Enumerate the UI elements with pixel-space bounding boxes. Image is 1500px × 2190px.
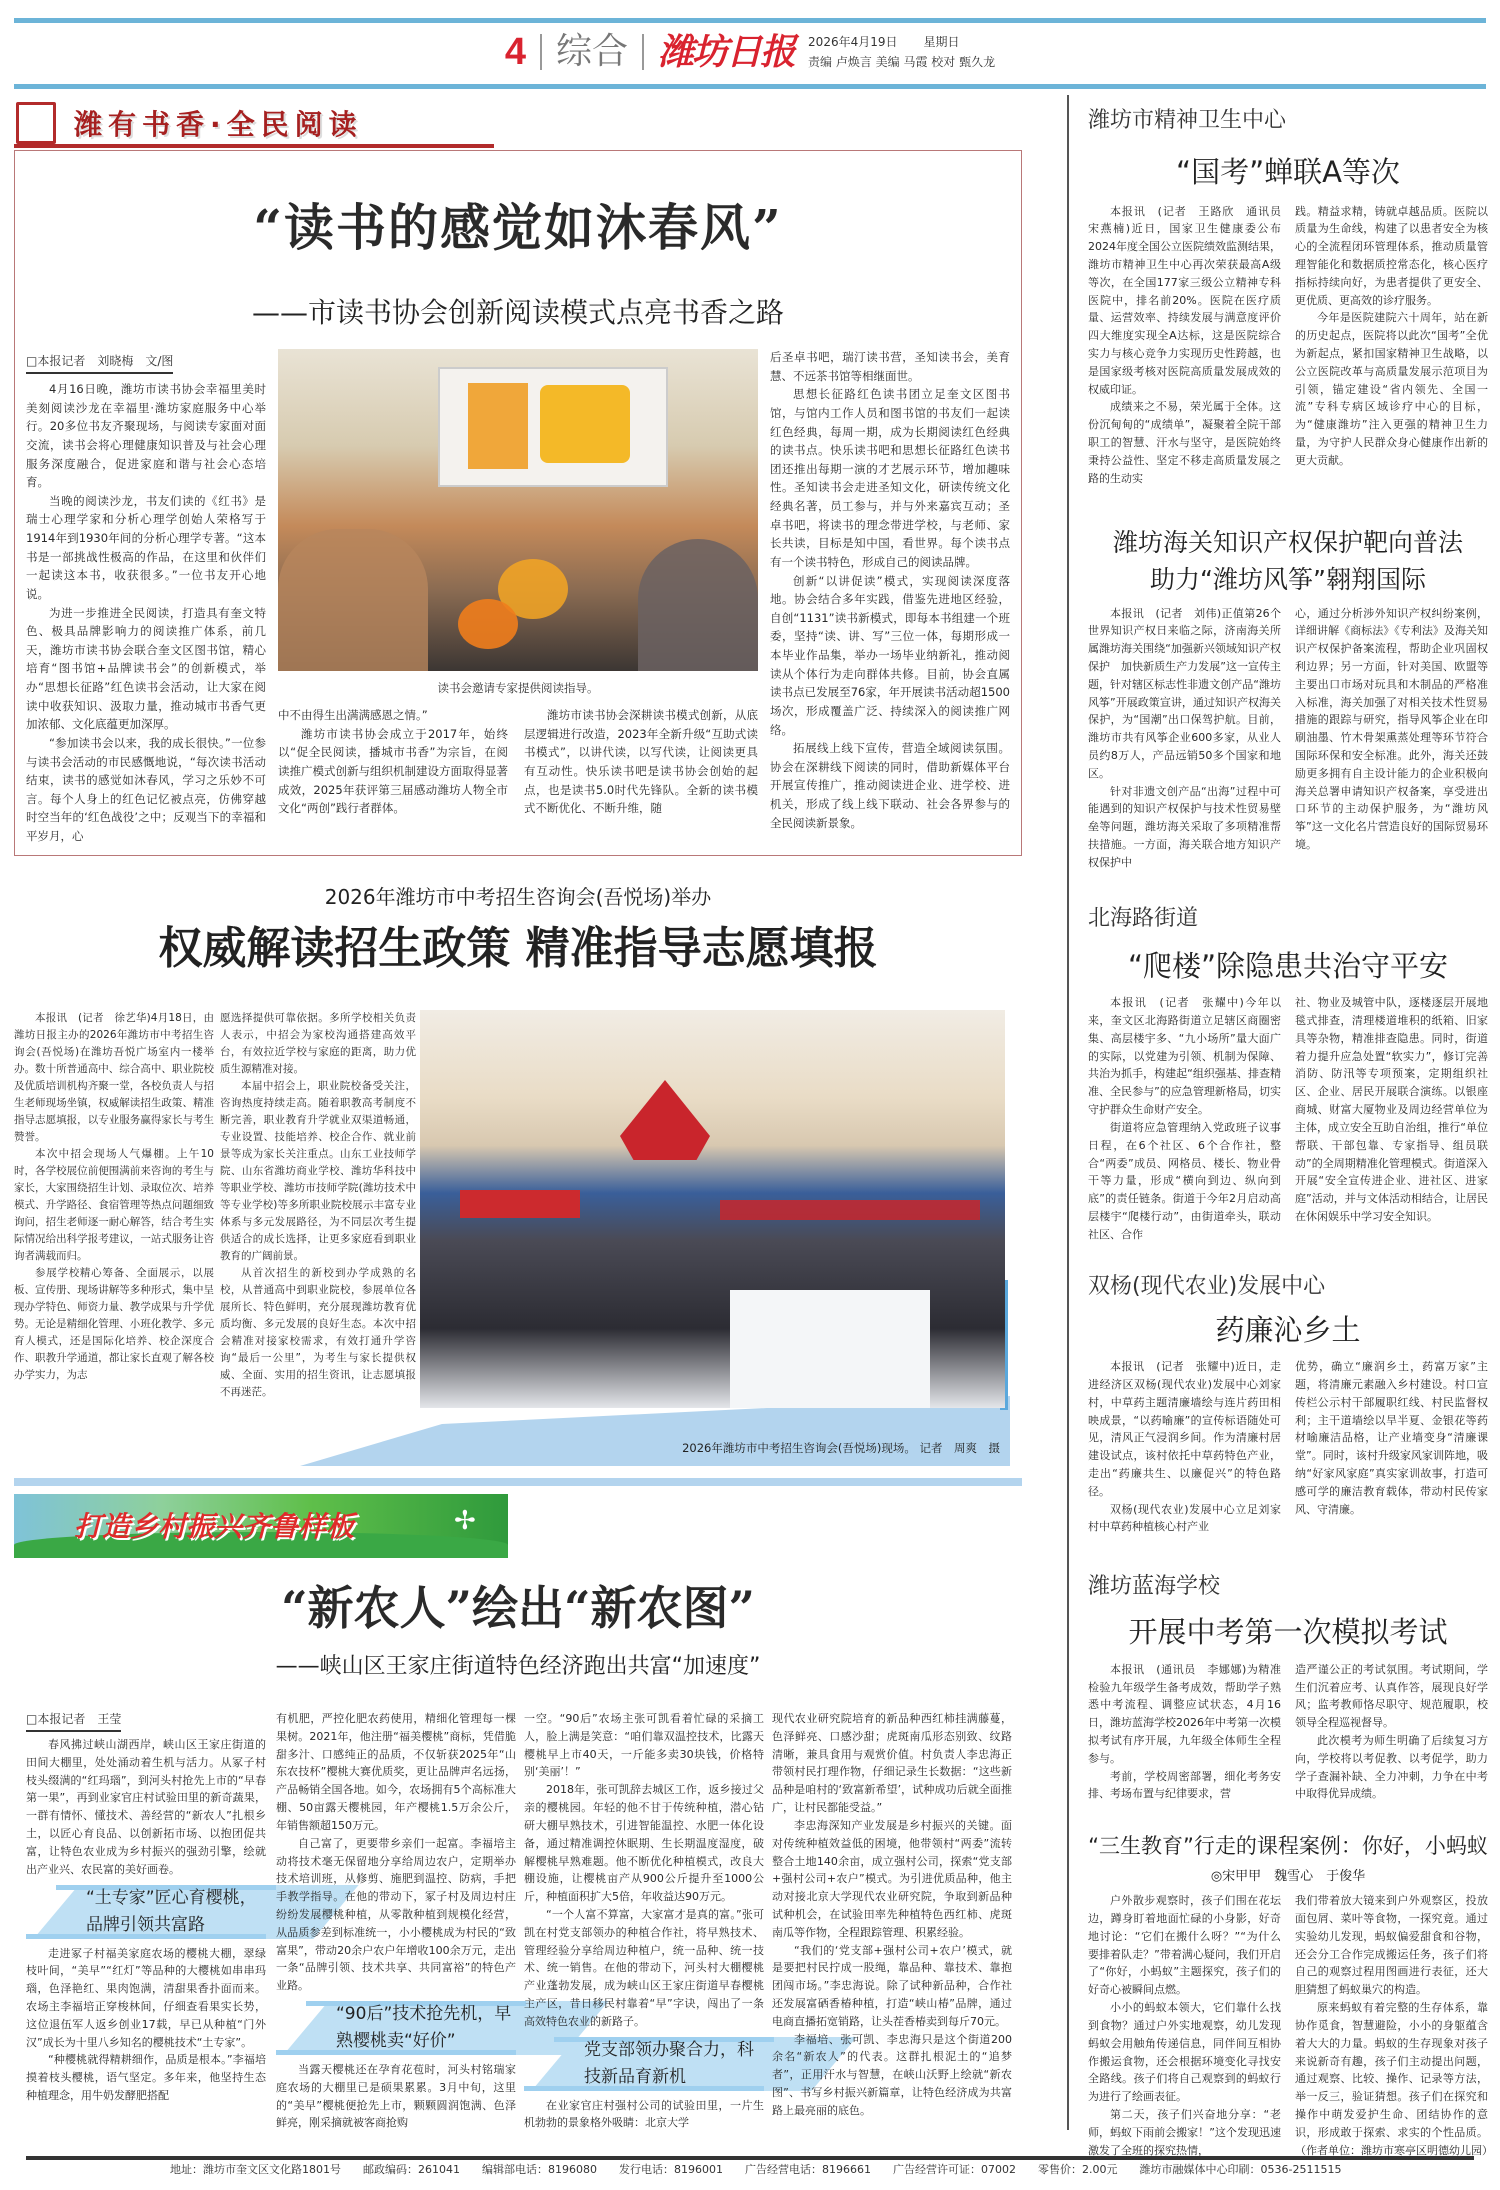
paragraph: 从首次招生的新校到办学成熟的名校，从普通高中到职业院校，参展单位各展所长、特色鲜明，充分展现潍坊教育优质均衡、多元发展的良好生态。本次中招会精准对接家校需求，有效打通升学咨询“最后一公里”，为考生与家长提供权威、全面、实用的招生资讯，让志愿填报不再迷茫。 bbox=[220, 1267, 416, 1398]
wind-turbine-icon: ✢ bbox=[454, 1506, 476, 1536]
paragraph: 成绩来之不易，荣光属于全体。这份沉甸甸的“成绩单”，凝聚着全院干部职工的智慧、汗水与坚守，是医院始终秉持公益性、坚定不移走高质量发展之路的生动实 bbox=[1088, 400, 1281, 485]
subhead: “90后”技术抢先机，早熟樱桃卖“好价” bbox=[336, 2004, 512, 2051]
paragraph: 本报讯 (记者 王路欣 通讯员 宋燕楠)近日，国家卫生健康委公布2024年度全国公立医院绩效监测结果，潍坊市精神卫生中心再次荣获最高A级等次，在全国177家三级公立精神专科医院中，排名前20%。医院在医疗质量、运营效率、持续发展与满意度评价四大维度实现全A达标，这是医院综合实力与核心竞争力实现历史性跨越，也是国家级考核对医院高质量发展成效的权威印证。 bbox=[1088, 204, 1292, 396]
footer-newsroom-phone: 编辑部电话：8196080 bbox=[482, 2163, 597, 2176]
reading-subheadline: ——市读书协会创新阅读模式点亮书香之路 bbox=[251, 296, 784, 329]
article-headline: 药廉沁乡土 bbox=[1215, 1312, 1361, 1347]
rural-headline: “新农人”绘出“新农图” bbox=[281, 1581, 755, 1635]
reading-col2 bbox=[278, 706, 508, 818]
exam-col2 bbox=[220, 1010, 416, 1401]
column-separator bbox=[1067, 95, 1069, 2130]
paragraph: 双杨(现代农业)发展中心立足刘家村中草药种植核心村产业 bbox=[1088, 1502, 1281, 1534]
paragraph: 社、物业及城管中队，逐楼逐层开展地毯式排查，清理楼道堆积的纸箱、旧家具等杂物，精准排查隐患。同时，街道着力提升应急处置“软实力”，修订完善消防、防汛等专项预案，定期组织社区、企业、居民开展联合演练。以银座商城、财富大厦物业及周边经营单位为主体，成立安全互助自治组，推行“单位帮联、干部包靠、专家指导、组员联动”的全周期精准化管理模式。街道深入开展“安全宣传进企业、进社区、进家庭”活动，并与文体活动相结合，让居民在休闲娱乐中学习安全知识。 bbox=[1295, 996, 1488, 1223]
paragraph: 践。精益求精，铸就卓越品质。医院以质量为生命线，构建了以患者安全为核心的全流程闭环管理体系，推动质量管理智能化和数据质控常态化，核心医疗指标持续向好，为患者提供了更安全、更优质、更高效的诊疗服务。 bbox=[1295, 204, 1488, 307]
photo-caption: 读书会邀请专家提供阅读指导。 bbox=[437, 681, 599, 695]
footer-printer: 潍坊市融媒体中心印刷：0536-2511515 bbox=[1139, 2163, 1342, 2176]
exam-photo-caption: 2026年潍坊市中考招生咨询会(吾悦场)现场。 记者 周爽 摄 bbox=[682, 1441, 1000, 1455]
exam-headline: 权威解读招生政策 精准指导志愿填报 bbox=[158, 923, 878, 974]
article-headline: “三生教育”行走的课程案例：你好，小蚂蚁 bbox=[1088, 1834, 1488, 1859]
rural-subheadline: ——峡山区王家庄街道特色经济跑出共富“加速度” bbox=[275, 1654, 761, 1679]
orange-flowers bbox=[458, 599, 518, 649]
issue-weekday: 星期日 bbox=[923, 34, 960, 49]
paragraph: 李福培、张可凯、李忠海只是这个街道200余名“新农人”的代表。这群扎根泥土的“追梦者”，正用汗水与智慧，在峡山沃野上绘就“新农图”、书写乡村振兴新篇章，让特色经济成为共富路上最亮丽的底色。 bbox=[772, 2032, 1012, 2117]
reading-col1 bbox=[26, 352, 266, 846]
article-body bbox=[1088, 605, 1488, 872]
footer-postcode: 邮政编码：261041 bbox=[363, 2163, 460, 2176]
reading-salon-photo bbox=[278, 349, 758, 671]
paragraph: 后圣卓书吧，瑞汀读书营，圣知读书会，美育慧、不远茶书馆等相继面世。 bbox=[770, 350, 1010, 383]
subhead: “土专家”匠心育樱桃，品牌引领共富路 bbox=[86, 1887, 257, 1935]
article-headline: 开展中考第一次模拟考试 bbox=[1128, 1615, 1448, 1650]
footer-info bbox=[170, 2162, 1341, 2179]
paragraph: 潍坊市读书协会深耕读书模式创新，从底层逻辑进行改造，2023年全新升级“互助式读书模式”，以讲代读，以写代读，让阅读更具有互动性。快乐读书吧是读书协会创始的起点，也是读书5.0时代先锋队。全新的读书模式不断优化、不断升维，随 bbox=[524, 708, 758, 816]
footer-ad-license: 广告经营许可证：07002 bbox=[893, 2163, 1016, 2176]
paragraph: 2018年，张可凯辞去城区工作，返乡接过父亲的樱桃园。年轻的他不甘于传统种植，潜心钻研大棚早熟技术，引进智能温控、水肥一体化设备，通过精准调控休眠期、生长期温度湿度，破解樱桃早熟难题。他不断优化种植模式，改良大棚设施，让樱桃亩产从900公斤提升至1000公斤，种植面积扩大5倍，年收益达90万元。 bbox=[524, 1783, 764, 1904]
footer-rule bbox=[26, 2156, 1474, 2160]
rural-col2 bbox=[276, 1710, 516, 2132]
article-kicker: 北海路街道 bbox=[1088, 905, 1199, 931]
subhead-band bbox=[276, 2001, 516, 2055]
article-headline: “爬楼”除隐患共治守平安 bbox=[1127, 948, 1449, 983]
reader-left bbox=[278, 529, 428, 671]
paragraph: 造严谨公正的考试氛围。考试期间，学生们沉着应考、认真作答，展现良好学风；监考教师恪尽职守、规范履职，校领导全程巡视督导。 bbox=[1295, 1662, 1488, 1730]
paragraph: “一个人富不算富，大家富才是真的富。”张可凯在村党支部领办的种植合作社，将早熟技术、管理经验分享给周边种植户，统一品种、统一技术、统一销售。在他的带动下，河头村大棚樱桃产业蓬勃发展，成为峡山区王家庄街道早春樱桃主产区，昔日移民村靠着“早”字诀，闯出了一条高效特色农业的新路子。 bbox=[524, 1907, 764, 2028]
slide-panel bbox=[540, 385, 630, 463]
rural-col4 bbox=[772, 1710, 1012, 2120]
footer-price: 零售价：2.00元 bbox=[1038, 2163, 1118, 2176]
reading-headline: “读书的感觉如沐春风” bbox=[253, 198, 783, 257]
paragraph: “种樱桃就得精耕细作，品质是根本。”李福培摸着枝头樱桃，语气坚定。多年来，他坚持生态种植理念，用牛奶发酵肥搭配 bbox=[26, 2053, 266, 2102]
paragraph: 现代农业研究院培育的新品种西红柿挂满藤蔓，色泽鲜亮、口感沙甜；虎斑南瓜形态别致、纹路清晰，兼具食用与观赏价值。村负责人李忠海正带领村民打理作物，仔细记录生长数据：“这些新品种是咱村的‘致富新希望’，试种成功后就全面推广，让村民都能受益。” bbox=[772, 1712, 1012, 1815]
booth-signs bbox=[720, 1200, 980, 1220]
paragraph: 自己富了，更要带乡亲们一起富。李福培主动将技术毫无保留地分享给周边农户，定期举办技术培训班，从修剪、施肥到温控、防病，手把手教学指导。在他的带动下，冢子村及周边村庄纷纷发展樱桃种植，从零散种植到规模化经营，从品质参差到标准统一，小小樱桃成为村民的“致富果”，带动20余户农户年增收100余万元，走出一条“品牌引领、技术共享、共同富裕”的特色产业路。 bbox=[276, 1836, 516, 1993]
slide-portrait bbox=[468, 383, 528, 469]
paragraph: 本报讯 (记者 张耀中)近日，走进经济区双杨(现代农业)发展中心刘家村，中草药主题清廉墙绘与连片药田相映成景，“以药喻廉”的宣传标语随处可见，清风正气浸润乡间。作为清廉村居建设试点，该村依托中草药特色产业，走出“药廉共生、以廉促兴”的特色路径。 bbox=[1088, 1360, 1281, 1498]
exam-col1 bbox=[14, 1010, 214, 1384]
paragraph: 第二天，孩子们兴奋地分享：“老师，蚂蚁下雨前会搬家！”这个发现迅速激发了全班的探究热情， bbox=[1088, 2107, 1281, 2157]
reading-col3 bbox=[524, 706, 758, 818]
rural-col1 bbox=[26, 1710, 266, 2105]
paragraph: 本届中招会上，职业院校备受关注，咨询热度持续走高。随着职教高考制度不断完善，职业教育升学就业双渠道畅通，专业设置、技能培养、校企合作、就业前景等成为家长关注重点。山东工业技师学院、山东省潍坊商业学校、潍坊华科技中等职业学校、潍坊市技师学院(潍坊技术中等专业学校)等多所职业院校展示丰富专业体系与多元发展路径，为不同层次考生提供适合的成长选择，让更多家庭看到职业教育的广阔前景。 bbox=[220, 1080, 416, 1262]
article-headline: 潍坊海关知识产权保护靶向普法 bbox=[1112, 527, 1463, 557]
paragraph: 此次模考为师生明确了后续复习方向，学校将以考促教、以考促学，助力学子查漏补缺、全力冲刺，力争在中考中取得优异成绩。 bbox=[1295, 1733, 1488, 1801]
paragraph: 在业家官庄村强村公司的试验田里，一片生机勃勃的景象格外吸睛：北京大学 bbox=[524, 2098, 764, 2130]
paragraph: 当露天樱桃还在孕育花苞时，河头村铭瑞家庭农场的大棚里已是硕果累累。3月中旬，这里的“美早”樱桃便抢先上市，颗颗圆润饱满、色泽鲜亮，刚采摘就被客商抢购 bbox=[276, 2063, 516, 2130]
paragraph: 为进一步推进全民阅读，打造具有奎文特色、极具品牌影响力的阅读推广体系，前几天，潍坊市读书协会联合奎文区图书馆，精心培育“图书馆+品牌读书会”的创新模式，举办“思想长征路”红色读书会活动，让大家在阅读中收获知识、汲取力量，推动城市书香气更加浓郁、文化底蕴更加深厚。 bbox=[26, 605, 266, 732]
booth-table bbox=[730, 1290, 930, 1408]
paragraph: 本报讯 (记者 徐艺华)4月18日，由潍坊日报主办的2026年潍坊市中考招生咨询会(吾悦场)在潍坊吾悦广场室内一楼举办。数十所普通高中、综合高中、职业院校及优质培训机构齐聚一堂，各校负责人与招生老师现场坐镇，权威解读招生政策、精准指导志愿填报，以专业服务赢得家长与考生赞誉。 bbox=[14, 1012, 214, 1143]
paragraph: 街道将应急管理纳入党政班子议事日程，在6个社区、6个合作社，整合“两委”成员、网格员、楼长、物业骨干等力量，形成“横向到边、纵向到底”的责任链条。街道于今年2月启动高层楼宇“爬楼行动”，由街道牵头，联动社区、合作 bbox=[1088, 1120, 1281, 1241]
issue-date: 2026年4月19日 bbox=[808, 34, 898, 49]
paper-logo: 潍坊日报 bbox=[658, 31, 795, 73]
rural-top-rule bbox=[14, 1478, 1022, 1486]
reader-right bbox=[638, 539, 758, 671]
subhead: 党支部领办聚合力，科技新品育新机 bbox=[584, 2039, 754, 2087]
paragraph: 拓展线上线下宣传，营造全域阅读氛围。协会在深耕线下阅读的同时，借助新媒体平台开展宣传推广，推动阅读进企业、进学校、进机关，形成了线上线下联动、社会各界参与的全民阅读新景象。 bbox=[770, 741, 1010, 830]
paragraph: 本次中招会现场人气爆棚。上午10时，各学校展位前便围满前来咨询的考生与家长，大家围绕招生计划、录取位次、培养模式、升学路径、食宿管理等热点问题细致询问，招生老师逐一耐心解答，结合考生实际情况给出科学报考建议，一站式服务让咨询者满载而归。 bbox=[14, 1148, 214, 1262]
rural-banner bbox=[14, 1494, 508, 1558]
red-pavilion bbox=[620, 1080, 710, 1160]
paragraph: 走进冢子村福美家庭农场的樱桃大棚，翠绿枝叶间，“美早”“红灯”等品种的大樱桃如串串玛瑙，色泽艳红、果肉饱满，清甜果香扑面而来。农场主李福培正穿梭林间，仔细查看果实长势，这位退伍军人返乡创业17载，早已从种植“门外汉”成长为十里八乡知名的樱桃技术“土专家”。 bbox=[26, 1946, 266, 2049]
footer-distribution-phone: 发行电话：8196001 bbox=[619, 2163, 723, 2176]
subhead-band bbox=[524, 2037, 764, 2091]
divider bbox=[540, 34, 542, 70]
paragraph: 愿选择提供可靠依据。多所学校相关负责人表示，中招会为家校沟通搭建高效平台，有效拉近学校与家庭的距离，助力优质生源精准对接。 bbox=[220, 1012, 416, 1075]
paragraph: 当晚的阅读沙龙，书友们读的《红书》是瑞士心理学家和分析心理学创始人荣格写于1914年到1930年间的分析心理学专著。“这本书是一部挑战性极高的作品，在这里和伙伴们一起读这本书，收获很多。”一位书友开心地说。 bbox=[26, 493, 266, 601]
paragraph: 原来蚂蚁有着完整的生存体系，靠协作觅食，智慧避险，小小的身躯蕴含着大大的力量。蚂蚁的生存现象对孩子来说新奇有趣，孩子们主动提出问题，通过观察、比较、操作、记录等方法，举一反三，验证猜想。孩子们在探究和操作中萌发爱护生命、团结协作的意识，形成敢于探索、求实的个性品质。（作者单位：潍坊市寒亭区明德幼儿园） bbox=[1295, 2001, 1493, 2157]
paragraph: 春风拂过峡山湖西岸，峡山区王家庄街道的田间大棚里，处处涌动着生机与活力。从冢子村枝头缀满的“红玛瑙”，到河头村抢先上市的“早春第一果”，再到业家官庄村试验田里的新奇蔬果，一群有情怀、懂技术、善经营的“新农人”扎根乡土，以匠心育良品、以创新拓市场、以抱团促共富，让特色农业成为乡村振兴的强劲引擎，绘就出产业兴、农民富的美好画卷。 bbox=[26, 1738, 266, 1876]
article-kicker: 潍坊蓝海学校 bbox=[1088, 1574, 1221, 1600]
paragraph: 本报讯 (记者 张耀中)今年以来，奎文区北海路街道立足辖区商圈密集、高层楼宇多、“九小场所”量大面广的实际，以党建为引领、机制为保障、共治为抓手，构建起“组织强基、排查精准、全民参与”的应急管理新格局，切实守护群众生命财产安全。 bbox=[1088, 996, 1281, 1117]
paragraph: 我们带着放大镜来到户外观察区，投放面包屑、菜叶等食物，一探究竟。通过实验幼儿发现，蚂蚁偏爱甜食和谷物，还会分工合作完成搬运任务，孩子们将自己的观察过程用图画进行表征，还大胆猜想了蚂蚁巢穴的构造。 bbox=[1295, 1894, 1488, 1997]
book-icon bbox=[16, 102, 56, 144]
section-name: 综合 bbox=[556, 31, 629, 72]
paragraph: 创新“以讲促读”模式，实现阅读深度落地。协会结合多年实践，借鉴先进地区经验，自创“1131”读书新模式，即每本书组建一个班委，坚持“读、讲、写”三位一体，每期形成一本毕业作品集，举办一场毕业纳新礼，推动阅读从个体行为走向群体共修。目前，协会直属读书点已发展至76家，年开展读书活动超1500场次，形成覆盖广泛、持续深入的阅读推广网络。 bbox=[770, 573, 1010, 737]
paragraph: “我们的‘党支部+强村公司+农户’模式，就是要把村民拧成一股绳，靠品种、靠技术、靠抱团闯市场。”李忠海说。除了试种新品种，合作社还发展富硒香椿种植，打造“峡山椿”品牌，通过电商直播拓宽销路，让头茬香椿卖到每斤70元。 bbox=[772, 1943, 1012, 2028]
article-body bbox=[1088, 1661, 1488, 1804]
article-authors: ◎宋甲甲 魏雪心 于俊华 bbox=[1210, 1868, 1366, 1884]
paragraph: 李忠海深知产业发展是乡村振兴的关键。面对传统种植效益低的困境，他带领村“两委”流转整合土地140余亩，成立强村公司，探索“党支部+强村公司+农户”模式。为引进优质品种，他主动对接北京大学现代农业研究院，争取到新品种试种机会，在试验田率先种植特色西红柿、虎斑南瓜等作物，全程跟踪管理、积累经验。 bbox=[772, 1818, 1012, 1939]
paragraph: 本报讯 (通讯员 李娜娜)为精准检验九年级学生备考成效，帮助学子熟悉中考流程、调整应试状态，4月16日，潍坊蓝海学校2026年中考第一次模拟考试有序开展，九年级全体师生全程参与。 bbox=[1088, 1662, 1281, 1765]
banner-title: 打造乡村振兴齐鲁样板 bbox=[74, 1510, 355, 1543]
paragraph: “参加读书会以来，我的成长很快。”一位参与读书会活动的市民感慨地说，“每次读书活动结束，读书的感觉如沐春风，学习之乐妙不可言。每个人身上的红色记忆被点亮，仿佛穿越时空当年的‘红色战役’之中；反观当下的幸福和平岁月，心 bbox=[26, 735, 266, 843]
footer-address: 地址：潍坊市奎文区文化路1801号 bbox=[170, 2163, 341, 2176]
school-banner bbox=[460, 1190, 580, 1218]
paragraph: 针对非遗文创产品“出海”过程中可能遇到的知识产权保护与技术性贸易壁垒等问题，潍坊海关采取了多项精准帮扶措施。一方面，海关联合地方知识产权保护中 bbox=[1088, 784, 1281, 869]
byline: □本报记者 刘晓梅 文/图 bbox=[26, 352, 173, 374]
sidebar bbox=[1088, 104, 1493, 2159]
paragraph: 考前，学校周密部署，细化考务安排、考场布置与纪律要求，营 bbox=[1088, 1769, 1281, 1801]
paragraph: 思想长征路红色读书团立足奎文区图书馆，与馆内工作人员和图书馆的书友们一起读红色经典，每周一期，成为长期阅读红色经典的读书点。快乐读书吧和思想长征路红色读书团还推出每期一演的才艺展示环节，增加趣味性。圣知读书会走进圣知文化，研读传统文化经典名著，员工参与，并与外来嘉宾互动；圣卓书吧，将读书的理念带进学校，与老师、家长共读，目标是知中国，看世界。每个读书点有一个读书特色，形成自己的阅读品牌。 bbox=[770, 387, 1010, 569]
paragraph: 心，通过分析涉外知识产权纠纷案例，详细讲解《商标法》《专利法》及海关知识产权保护备案流程，帮助企业巩固权利边界；另一方面，针对美国、欧盟等主要出口市场对玩具和木制品的严格准入标准，海关加强了对相关技术性贸易措施的跟踪与研究，指导风筝企业在印刷油墨、竹木骨架熏蒸处理等环节符合国际环保和安全标准。此外，海关还鼓励更多拥有自主设计能力的企业积极向海关总署申请知识产权备案，享受进出口环节的主动保护服务，为“潍坊风筝”这一文化名片营造良好的国际贸易环境。 bbox=[1295, 606, 1488, 852]
paragraph: 有机肥，严控化肥农药使用，精细化管理每一棵果树。2021年，他注册“福美樱桃”商标，凭借脆甜多汁、口感纯正的品质，不仅斩获2025年“山东农技杯”樱桃大赛优质奖，更让品牌声名远扬，产品畅销全国各地。如今，农场拥有5个高标准大棚、50亩露天樱桃园，年产樱桃1.5万余公斤，年销售额超150万元。 bbox=[276, 1712, 516, 1832]
reading-col4 bbox=[770, 348, 1010, 832]
editor-credits: 责编 卢焕言 美编 马霞 校对 甄久龙 bbox=[808, 55, 996, 69]
article-body bbox=[1088, 994, 1488, 1243]
paragraph: 户外散步观察时，孩子们围在花坛边，蹲身盯着地面忙碌的小身影，好奇地讨论：“它们在搬什么呀？”“为什么要排着队走？”带着满心疑问，我们开启了“你好，小蚂蚁”主题探究，孩子们的好奇心被瞬间点燃。 bbox=[1088, 1894, 1281, 1997]
article-headline: “国考”蝉联A等次 bbox=[1176, 155, 1400, 189]
header-rule bbox=[14, 84, 1486, 89]
exam-kicker: 2026年潍坊市中考招生咨询会(吾悦场)举办 bbox=[324, 885, 712, 909]
paragraph: 中不由得生出满满感恩之情。” bbox=[278, 708, 428, 722]
article-kicker: 双杨(现代农业)发展中心 bbox=[1088, 1273, 1326, 1299]
article-body bbox=[1088, 203, 1488, 488]
projection-screen bbox=[438, 367, 668, 487]
footer-ad-phone: 广告经营电话：8196661 bbox=[745, 2163, 871, 2176]
reading-banner bbox=[14, 100, 494, 148]
page-number: 4 bbox=[504, 30, 527, 73]
masthead bbox=[0, 22, 1500, 82]
paragraph: 小小的蚂蚁本领大，它们靠什么找到食物？通过户外实地观察，幼儿发现蚂蚁会用触角传递信息，同伴间互相协作搬运食物，还会根据环境变化寻找安全路线。孩子们将自己观察到的蚂蚁行为进行了绘画表征。 bbox=[1088, 2001, 1281, 2104]
paragraph: 优势，确立“廉润乡土，药富万家”主题，将清廉元素融入乡村建设。村口宣传栏公示村干部履职红线、村民监督权利；主干道墙绘以旱半夏、金银花等药材喻廉洁品格，让产业墙变身“清廉课堂”。同时，该村升级家风家训阵地，吸纳“好家风家庭”真实家训故事，打造可感可学的廉洁教育载体，带动村民传家风、守清廉。 bbox=[1295, 1360, 1488, 1516]
rural-col3 bbox=[524, 1710, 764, 2132]
article-body bbox=[1088, 1358, 1488, 1536]
banner-title: 潍有书香·全民阅读 bbox=[74, 108, 363, 141]
byline: □本报记者 王莹 bbox=[26, 1710, 121, 1732]
paragraph: 潍坊市读书协会成立于2017年，始终以“促全民阅读，播城市书香”为宗旨，在阅读推广模式创新与组织机制建设方面取得显著成效，2025年获评第三届感动潍坊人物全市文化“两创”践行者群体。 bbox=[278, 726, 508, 816]
paragraph: 本报讯 (记者 刘伟)正值第26个世界知识产权日来临之际，济南海关所属潍坊海关围绕“加强新兴领域知识产权保护 加快新质生产力发展”这一宣传主题，针对辖区标志性非遗文创产品“潍坊风筝”开展政策宣讲，通过知识产权海关保护，为“国潮”出口保驾护航。目前，潍坊市共有风筝企业600多家，从业人员约8万人，产品远销50多个国家和地区。 bbox=[1088, 606, 1281, 780]
paragraph: 一空。“90后”农场主张可凯看着忙碌的采摘工人，脸上满是笑意：“咱们靠双温控技术，比露天樱桃早上市40天，一斤能多卖30块钱，价格特别‘美丽’！” bbox=[524, 1712, 764, 1779]
divider bbox=[642, 34, 644, 70]
paragraph: 今年是医院建院六十周年，站在新的历史起点，医院将以此次“国考”全优为新起点，紧扣国家精神卫生战略，以公立医院改革与高质量发展示范项目为引领，锚定建设“省内领先、全国一流”专科专病区域诊疗中心的目标，为“健康潍坊”注入更强的精神卫生力量，为守护人民群众身心健康作出新的更大贡献。 bbox=[1295, 311, 1488, 467]
issue-meta bbox=[808, 32, 995, 73]
paragraph: 参展学校精心筹备、全面展示，以展板、宣传册、现场讲解等多种形式，集中呈现办学特色、师资力量、教学成果与升学优势。无论是精细化管理、小班化教学、多元育人模式，还是国际化培养、校企深度合作、职教升学通道，都让家长直观了解各校办学实力，为志 bbox=[14, 1267, 214, 1381]
subhead-band bbox=[26, 1885, 266, 1939]
paragraph: 4月16日晚，潍坊市读书协会幸福里美时美刻阅读沙龙在幸福里·潍坊家庭服务中心举行。20多位书友齐聚现场，与阅读专家面对面交流，读书会将心理健康知识普及与社会心理服务深度融合，促进家庭和谐与社会心态培育。 bbox=[26, 382, 266, 490]
article-headline-line2: 助力“潍坊风筝”翱翔国际 bbox=[1150, 565, 1426, 594]
article-body bbox=[1088, 1892, 1493, 2159]
exam-fair-photo bbox=[420, 1010, 1005, 1408]
article-kicker: 潍坊市精神卫生中心 bbox=[1088, 108, 1287, 133]
